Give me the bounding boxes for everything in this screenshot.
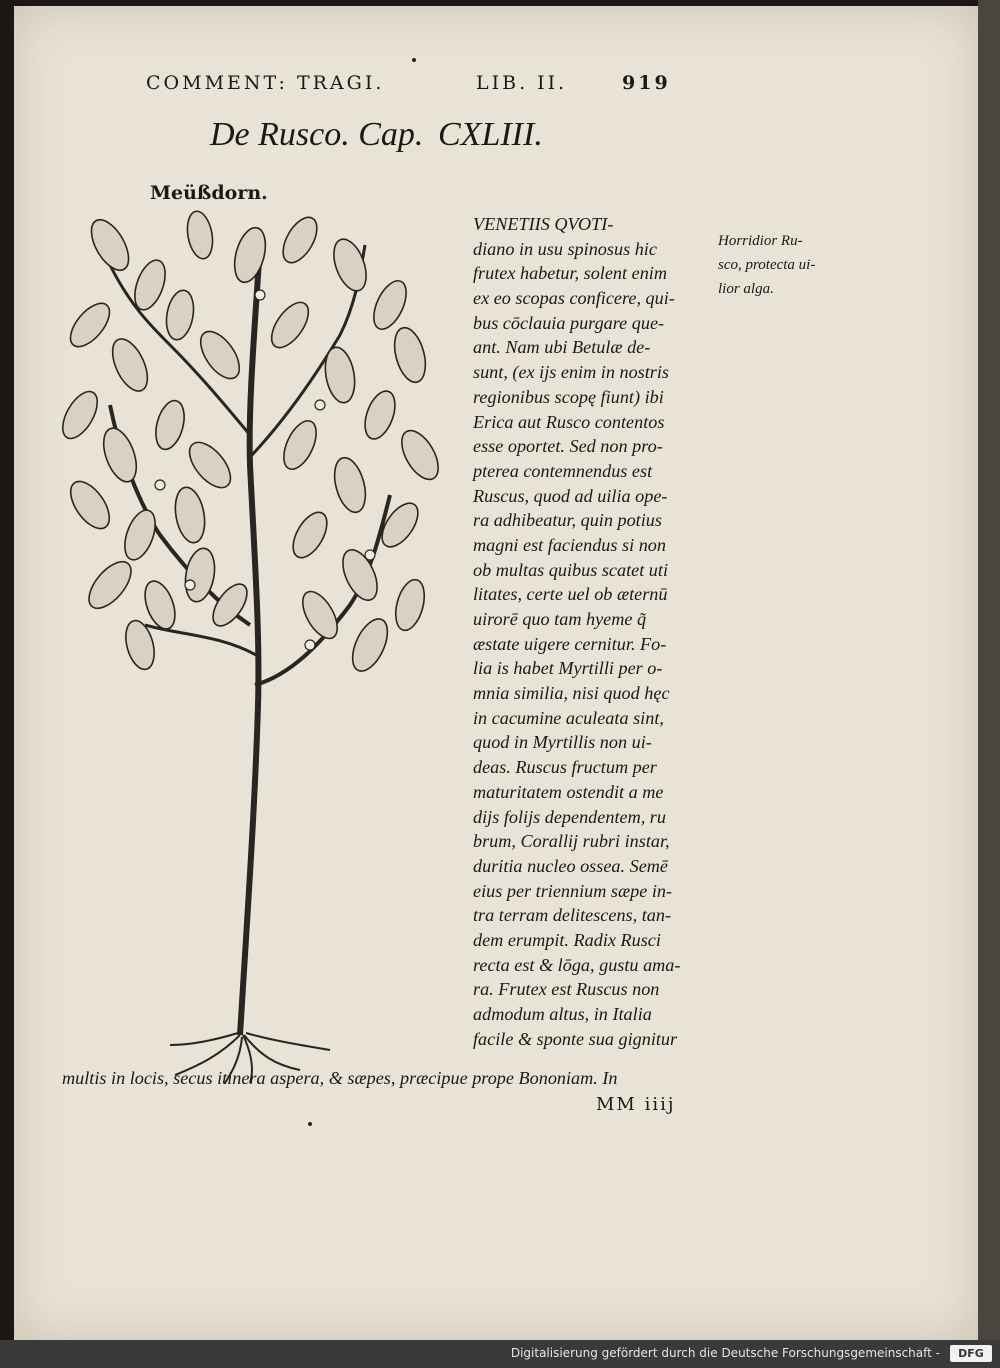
text-line: magni est faciendus si non	[473, 534, 666, 555]
text-line: recta est & lōga, gustu ama-	[473, 954, 681, 975]
text-line: esse oportet. Sed non pro-	[473, 436, 663, 457]
text-line: Erica aut Rusco contentos	[473, 411, 665, 432]
running-head-center: LIB. II.	[476, 72, 568, 94]
plant-woodcut-illustration	[50, 205, 460, 1085]
branch-left-lower	[145, 625, 256, 655]
text-line: admodum altus, in Italia	[473, 1004, 652, 1024]
chapter-title	[210, 116, 543, 154]
text-line: litates, certe uel ob æternū	[473, 584, 668, 605]
german-plant-name: Meüßdorn.	[150, 182, 268, 204]
print-dot	[308, 1122, 312, 1126]
text-line: regionibus scopę fiunt) ibi	[473, 386, 664, 407]
text-line: ant. Nam ubi Betulæ de-	[473, 337, 651, 358]
margin-note-line: Horridior Ru-	[718, 233, 803, 249]
signature-mark: MM iiij	[596, 1094, 676, 1115]
main-text-column	[473, 212, 718, 1051]
text-line: ob multas quibus scatet uti	[473, 559, 669, 580]
text-line: in cacumine aculeata sint,	[473, 707, 664, 728]
text-line: Ruscus, quod ad uilia ope-	[473, 485, 668, 506]
text-line: bus cōclauia purgare que-	[473, 312, 665, 333]
text-line: ra. Frutex est Ruscus non	[473, 979, 660, 1000]
text-line: deas. Ruscus fructum per	[473, 757, 657, 778]
text-line: maturitatem ostendit a me	[473, 781, 664, 802]
footer-credit: Digitalisierung gefördert durch die Deutsche Forschungsgemeinschaft -	[510, 1346, 940, 1360]
text-line: eius per triennium sæpe in-	[473, 880, 673, 901]
text-line: lia is habet Myrtilli per o-	[473, 658, 663, 679]
footer-bar	[0, 1340, 1000, 1368]
text-line: dem erumpit. Radix Rusci	[473, 929, 661, 950]
text-line: VENETIIS QVOTI-	[473, 214, 614, 234]
text-line: pterea contemnendus est	[473, 460, 653, 481]
text-line: sunt, (ex ijs enim in nostris	[473, 362, 670, 383]
text-line: frutex habetur, solent enim	[473, 263, 667, 284]
text-line: dijs folijs dependentem, ru	[473, 806, 666, 827]
text-line: facile & sponte sua gignitur	[473, 1028, 678, 1049]
full-width-last-line: multis in locis, secus itinera aspera, & sæpes, præcipue prope Bononiam. In	[62, 1068, 618, 1088]
text-line: duritia nucleo ossea. Semē	[473, 855, 668, 876]
chapter-number: CXLIII.	[438, 116, 543, 153]
text-line: quod in Myrtillis non ui-	[473, 732, 652, 753]
chapter-title-main: De Rusco. Cap.	[210, 116, 424, 153]
text-line: mnia similia, nisi quod hęc	[473, 683, 670, 704]
text-line: æstate uigere cernitur. Fo-	[473, 633, 667, 654]
page-number: 919	[622, 72, 671, 94]
running-head-left: COMMENT: TRAGI.	[146, 72, 385, 94]
margin-note-line: lior alga.	[718, 281, 774, 297]
margin-note	[718, 229, 815, 301]
margin-note-line: sco, protecta ui-	[718, 257, 816, 273]
text-line: uirorē quo tam hyeme q̃	[473, 609, 647, 629]
book-edge	[978, 0, 1000, 1340]
text-line: tra terram delitescens, tan-	[473, 905, 672, 926]
text-line: ra adhibeatur, quin potius	[473, 510, 662, 531]
text-line: brum, Corallij rubri instar,	[473, 831, 670, 852]
text-line: diano in usu spinosus hic	[473, 238, 657, 259]
dfg-logo: DFG	[950, 1345, 992, 1362]
text-line: ex eo scopas conficere, qui-	[473, 288, 675, 309]
print-dot	[412, 58, 416, 62]
main-stem	[240, 245, 260, 1035]
